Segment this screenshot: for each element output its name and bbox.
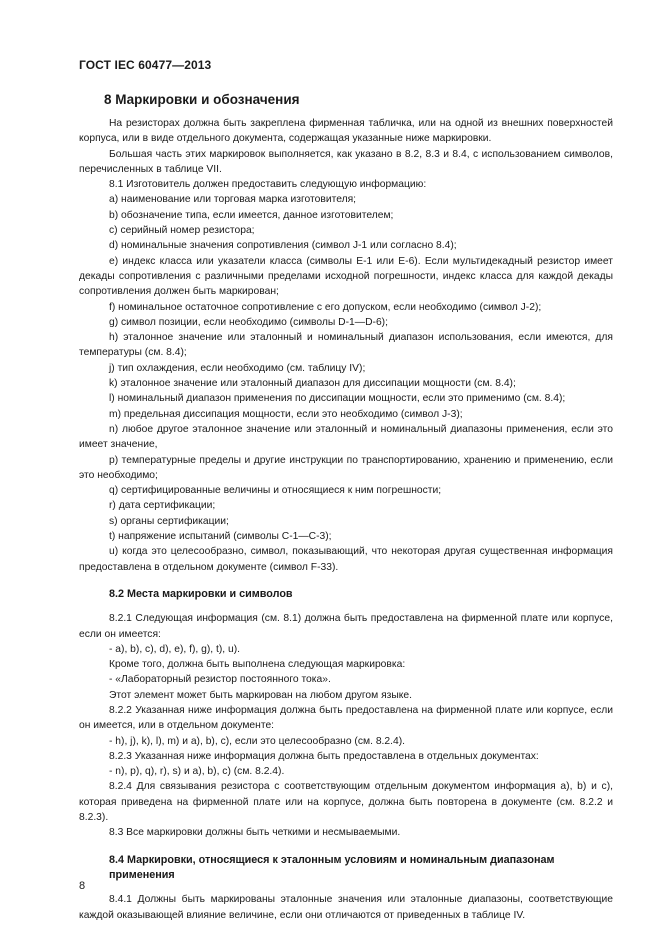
list-item: q) сертифицированные величины и относящиеся к ним погрешности; [109,485,442,497]
document-body [79,116,613,923]
list-item: f) номинальное остаточное сопротивление с его допуском, если необходимо (символ J-2); [109,301,542,313]
list-item: m) предельная диссипация мощности, если это необходимо (символ J-3); [109,408,463,420]
list-item: h) эталонное значение или эталонный и номинальный диапазон использования, если имеются, для температуры (см. 8.4); [79,332,613,359]
list-item: j) тип охлаждения, если необходимо (см. таблицу IV); [109,362,366,374]
list-item: n) любое другое эталонное значение или эталонный и номинальный диапазоны применения, если это имеет значение, [79,423,613,451]
paragraph: Кроме того, должна быть выполнена следующая маркировка: [109,659,406,671]
list-item: - h), j), k), l), m) и a), b), c), если это целесообразно (см. 8.2.4). [109,735,406,747]
list-item: l) номинальный диапазон применения по диссипации мощности, если это применимо (см. 8.4); [109,393,566,405]
list-item: b) обозначение типа, если имеется, данное изготовителем; [109,209,394,221]
list-item: e) индекс класса или указатели класса (символы E-1 или E-6). Если мультидекадный резистор имеет декады сопротивления с различными пределами исходной погрешности, индекс класса для каждой декады сопротивления должен быть маркирован; [79,255,613,298]
subsection-heading-8-4: 8.4 Маркировки, относящиеся к эталонным условиям и номинальным диапазонам [109,853,555,866]
list-item: c) серийный номер резистора; [109,225,255,237]
list-item: t) напряжение испытаний (символы C-1—C-3); [109,531,332,543]
list-item: - a), b), c), d), e), f), g), t), u). [109,643,241,655]
document-header: ГОСТ IEC 60477—2013 [79,58,212,72]
paragraph: Большая часть этих маркировок выполняется, как указано в 8.2, 8.3 и 8.4, с использованием символов, перечисленных в таблице VII. [79,148,613,175]
page-number: 8 [79,880,86,892]
list-item: k) эталонное значение или эталонный диапазон для диссипации мощности (см. 8.4); [109,378,516,390]
list-item: d) номинальные значения сопротивления (символ J-1 или согласно 8.4); [109,240,457,252]
list-item: g) символ позиции, если необходимо (символы D-1—D-6); [109,316,388,328]
paragraph: 8.2.4 Для связывания резистора с соответствующим отдельным документом информация a), b) и c), которая приведена на фирменной плате или на корпусе, должна быть повторена в документе (см. 8.2.2 и 8.2.3). [79,781,613,824]
list-item: - «Лабораторный резистор постоянного тока». [109,674,331,686]
paragraph: 8.2.2 Указанная ниже информация должна быть предоставлена на фирменной плате или корпусе, если он имеется, или в отдельном документе: [79,704,613,732]
paragraph: 8.4.1 Должны быть маркированы эталонные значения или эталонные диапазоны, соответствующие каждой оказывающей влияние величине, если они отличаются от приведенных в таблице IV. [79,894,613,921]
list-item: u) когда это целесообразно, символ, показывающий, что некоторая другая существенная информация предоставлена в отдельном документе (символ F-33). [79,546,613,573]
list-item: r) дата сертификации; [109,500,216,512]
paragraph: 8.2.1 Следующая информация (см. 8.1) должна быть предоставлена на фирменной плате или корпусе, если он имеется: [79,613,613,640]
section-title: 8 Маркировки и обозначения [104,92,300,107]
subsection-heading-8-4-cont: применения [109,868,175,881]
subsection-heading-8-2: 8.2 Места маркировки и символов [109,587,293,600]
paragraph: Этот элемент может быть маркирован на любом другом языке. [109,689,412,701]
paragraph: 8.1 Изготовитель должен предоставить следующую информацию: [109,179,427,191]
list-item: s) органы сертификации; [109,515,229,527]
list-item: - n), p), q), r), s) и a), b), c) (см. 8.2.4). [109,766,285,778]
paragraph: 8.3 Все маркировки должны быть четкими и несмываемыми. [109,827,401,839]
paragraph: 8.2.3 Указанная ниже информация должна быть предоставлена в отдельных документах: [109,750,539,762]
list-item: p) температурные пределы и другие инструкции по транспортированию, хранению и применению, если это необходимо; [79,454,613,481]
paragraph: На резисторах должна быть закреплена фирменная табличка, или на одной из внешних поверхностей корпуса, или в виде отдельного документа, содержащая указанные ниже маркировки. [79,118,613,145]
list-item: a) наименование или торговая марка изготовителя; [109,194,357,206]
